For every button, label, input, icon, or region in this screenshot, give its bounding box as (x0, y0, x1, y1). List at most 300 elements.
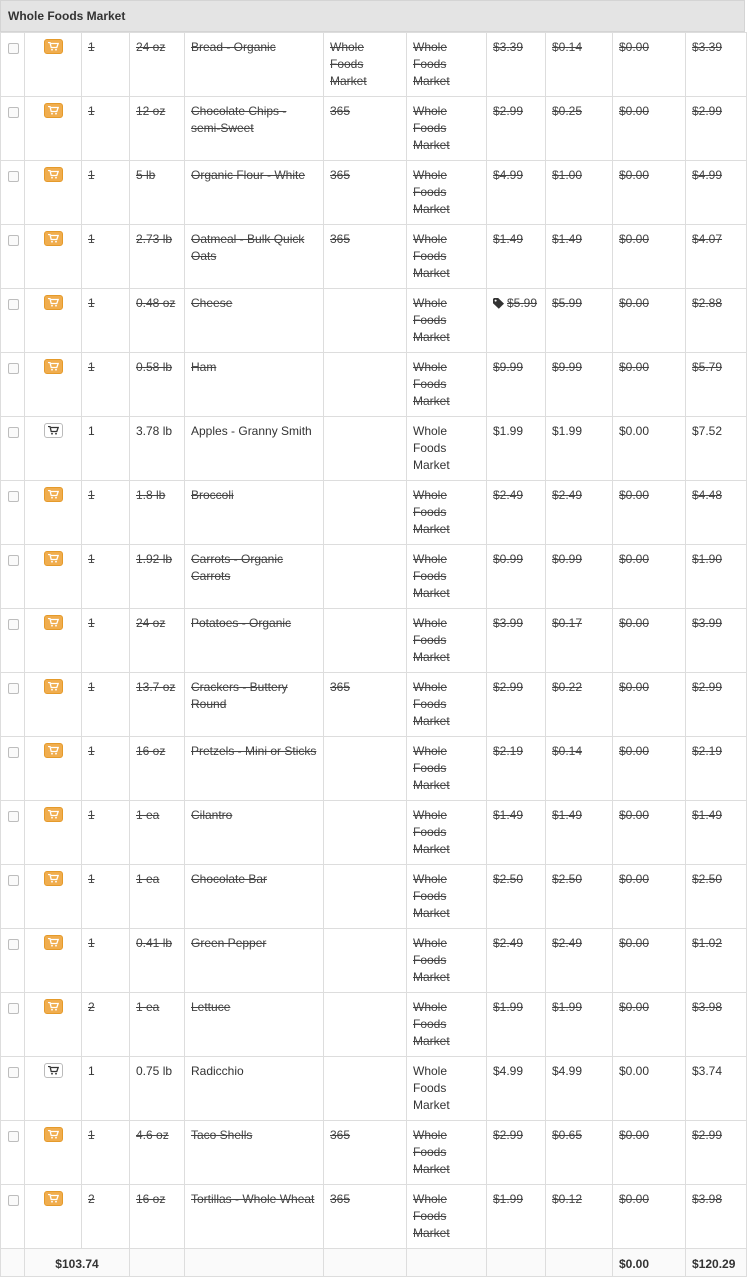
item-checkbox[interactable] (8, 107, 19, 118)
item-price (487, 865, 546, 929)
add-to-cart-button[interactable] (44, 295, 63, 310)
item-store (407, 1185, 487, 1249)
item-total (686, 993, 747, 1057)
item-brand-text: 365 (330, 680, 351, 694)
item-unit-price-text: $1.49 (552, 232, 583, 246)
item-quantity-text: 1 (88, 552, 95, 566)
add-to-cart-button[interactable] (44, 103, 63, 118)
item-brand (324, 1121, 407, 1185)
item-store-text: Whole Foods Market (413, 1000, 450, 1048)
item-checkbox-cell (1, 353, 25, 417)
item-store-text: Whole Foods Market (413, 168, 450, 216)
item-name (185, 1057, 324, 1121)
table-row[interactable] (1, 1121, 747, 1185)
item-store-text: Whole Foods Market (413, 872, 450, 920)
add-to-cart-button[interactable] (44, 487, 63, 502)
item-unit-price-text: $2.49 (552, 936, 583, 950)
item-quantity-text: 1 (88, 104, 95, 118)
add-to-cart-button[interactable] (44, 807, 63, 822)
item-checkbox-cell (1, 1185, 25, 1249)
item-unit-price-text: $2.50 (552, 872, 583, 886)
item-price (487, 801, 546, 865)
item-brand (324, 353, 407, 417)
item-store (407, 929, 487, 993)
item-price (487, 225, 546, 289)
item-name (185, 353, 324, 417)
cart-cell (25, 801, 82, 865)
item-unit-price-text: $2.49 (552, 488, 583, 502)
item-size (130, 993, 185, 1057)
cart-cell (25, 737, 82, 801)
item-brand (324, 1057, 407, 1121)
item-price (487, 929, 546, 993)
item-discount (613, 33, 686, 97)
cart-cell (25, 1121, 82, 1185)
add-to-cart-button[interactable] (44, 551, 63, 566)
item-name-text: Cheese (191, 296, 233, 310)
item-size-text: 24 oz (136, 616, 166, 630)
item-store (407, 33, 487, 97)
item-quantity (82, 289, 130, 353)
item-store-text: Whole Foods Market (413, 424, 450, 472)
item-checkbox[interactable] (8, 1067, 19, 1078)
item-total-text: $3.74 (692, 1064, 723, 1078)
cart-cell (25, 481, 82, 545)
item-brand (324, 289, 407, 353)
table-row[interactable] (1, 1185, 747, 1249)
item-size-text: 1 ea (136, 1000, 160, 1014)
item-discount-text: $0.00 (619, 40, 650, 54)
cart-cell (25, 225, 82, 289)
item-checkbox[interactable] (8, 875, 19, 886)
price-tag-icon (493, 297, 505, 314)
item-total-text: $3.98 (692, 1000, 723, 1014)
item-store-text: Whole Foods Market (413, 744, 450, 792)
item-brand (324, 929, 407, 993)
item-discount (613, 289, 686, 353)
item-size (130, 353, 185, 417)
table-row[interactable] (1, 545, 747, 609)
item-total (686, 1057, 747, 1121)
item-brand (324, 993, 407, 1057)
table-row[interactable] (1, 161, 747, 225)
item-brand (324, 33, 407, 97)
item-checkbox[interactable] (8, 491, 19, 502)
store-name: Whole Foods Market (8, 9, 126, 23)
add-to-cart-button[interactable] (44, 39, 63, 54)
item-discount (613, 417, 686, 481)
item-unit-price-text: $0.17 (552, 616, 583, 630)
item-store-text: Whole Foods Market (413, 1064, 450, 1112)
item-name (185, 929, 324, 993)
table-row[interactable] (1, 737, 747, 801)
cart-cell (25, 97, 82, 161)
item-total-text: $3.99 (692, 616, 723, 630)
item-price-text: $2.50 (493, 872, 524, 886)
item-total-text: $1.90 (692, 552, 723, 566)
item-discount-text: $0.00 (619, 1064, 650, 1078)
cart-total: $103.74 (25, 1249, 130, 1277)
item-name-text: Potatoes - Organic (191, 616, 292, 630)
item-discount-text: $0.00 (619, 168, 650, 182)
table-row[interactable] (1, 865, 747, 929)
item-size-text: 1.8 lb (136, 488, 166, 502)
item-name (185, 865, 324, 929)
item-price (487, 97, 546, 161)
item-name (185, 993, 324, 1057)
table-row[interactable] (1, 417, 747, 481)
item-checkbox[interactable] (8, 811, 19, 822)
item-size (130, 801, 185, 865)
item-store (407, 1057, 487, 1121)
add-to-cart-button[interactable] (44, 231, 63, 246)
item-total-text: $2.19 (692, 744, 723, 758)
add-to-cart-button[interactable] (44, 167, 63, 182)
cart-cell (25, 609, 82, 673)
item-unit-price (546, 417, 613, 481)
item-price-text: $3.99 (493, 616, 524, 630)
item-size-text: 5 lb (136, 168, 156, 182)
item-total-text: $3.39 (692, 40, 723, 54)
item-discount-text: $0.00 (619, 360, 650, 374)
item-name-text: Chocolate Bar (191, 872, 268, 886)
table-row[interactable] (1, 1057, 747, 1121)
item-price (487, 1057, 546, 1121)
item-total (686, 801, 747, 865)
item-unit-price-text: $4.99 (552, 1064, 583, 1078)
item-store (407, 865, 487, 929)
item-unit-price (546, 545, 613, 609)
item-unit-price-text: $0.99 (552, 552, 583, 566)
item-checkbox[interactable] (8, 939, 19, 950)
item-size (130, 1185, 185, 1249)
item-name-text: Chocolate Chips - semi-Sweet (191, 104, 287, 135)
table-row[interactable] (1, 289, 747, 353)
item-unit-price (546, 289, 613, 353)
item-unit-price (546, 353, 613, 417)
item-discount (613, 225, 686, 289)
table-row[interactable] (1, 353, 747, 417)
item-price-text: $2.99 (493, 104, 524, 118)
item-name-text: Broccoli (191, 488, 234, 502)
table-row[interactable] (1, 225, 747, 289)
item-checkbox[interactable] (8, 1131, 19, 1142)
item-quantity-text: 2 (88, 1000, 95, 1014)
item-checkbox[interactable] (8, 555, 19, 566)
item-name (185, 417, 324, 481)
item-brand-text: 365 (330, 1192, 351, 1206)
item-discount-text: $0.00 (619, 488, 650, 502)
item-name-text: Green Pepper (191, 936, 267, 950)
item-discount-text: $0.00 (619, 744, 650, 758)
item-price (487, 1185, 546, 1249)
item-size (130, 609, 185, 673)
item-size-text: 1 ea (136, 872, 160, 886)
item-store (407, 353, 487, 417)
item-size (130, 33, 185, 97)
item-unit-price (546, 33, 613, 97)
item-unit-price (546, 929, 613, 993)
item-size-text: 12 oz (136, 104, 166, 118)
item-checkbox[interactable] (8, 619, 19, 630)
item-name-text: Apples - Granny Smith (191, 424, 312, 438)
item-size-text: 24 oz (136, 40, 166, 54)
item-price (487, 33, 546, 97)
item-brand (324, 545, 407, 609)
item-price-text: $5.99 (507, 296, 538, 310)
item-price-text: $2.49 (493, 936, 524, 950)
item-total-text: $7.52 (692, 424, 723, 438)
item-discount-text: $0.00 (619, 232, 650, 246)
item-total (686, 545, 747, 609)
item-checkbox[interactable] (8, 427, 19, 438)
item-unit-price-text: $0.12 (552, 1192, 583, 1206)
item-total (686, 33, 747, 97)
item-name-text: Organic Flour - White (191, 168, 306, 182)
add-to-cart-button[interactable] (44, 743, 63, 758)
item-unit-price (546, 865, 613, 929)
item-checkbox-cell (1, 929, 25, 993)
item-store (407, 737, 487, 801)
item-quantity-text: 1 (88, 360, 95, 374)
item-name (185, 33, 324, 97)
item-quantity-text: 1 (88, 808, 95, 822)
item-checkbox-cell (1, 865, 25, 929)
cart-cell (25, 1185, 82, 1249)
item-unit-price (546, 161, 613, 225)
item-store (407, 545, 487, 609)
item-total-text: $5.79 (692, 360, 723, 374)
item-brand (324, 225, 407, 289)
item-discount-text: $0.00 (619, 808, 650, 822)
item-quantity (82, 33, 130, 97)
table-row[interactable] (1, 929, 747, 993)
add-to-cart-button[interactable] (44, 871, 63, 886)
item-quantity-text: 2 (88, 1192, 95, 1206)
item-discount-text: $0.00 (619, 296, 650, 310)
item-store-text: Whole Foods Market (413, 936, 450, 984)
item-discount (613, 1057, 686, 1121)
item-price (487, 545, 546, 609)
item-total-text: $4.07 (692, 232, 723, 246)
item-store (407, 289, 487, 353)
item-store-text: Whole Foods Market (413, 104, 450, 152)
item-name-text: Lettuce (191, 1000, 231, 1014)
item-store (407, 1121, 487, 1185)
cart-cell (25, 161, 82, 225)
item-price-text: $3.39 (493, 40, 524, 54)
item-total-text: $1.02 (692, 936, 723, 950)
item-price-text: $4.99 (493, 1064, 524, 1078)
item-size-text: 3.78 lb (136, 424, 173, 438)
item-store-text: Whole Foods Market (413, 296, 450, 344)
item-discount-text: $0.00 (619, 1128, 650, 1142)
item-name-text: Crackers - Buttery Round (191, 680, 288, 711)
item-total-text: $2.99 (692, 104, 723, 118)
item-total (686, 737, 747, 801)
item-unit-price-text: $9.99 (552, 360, 583, 374)
item-brand-text: 365 (330, 1128, 351, 1142)
item-checkbox[interactable] (8, 683, 19, 694)
item-checkbox-cell (1, 481, 25, 545)
item-price-text: $1.49 (493, 232, 524, 246)
item-total-text: $4.48 (692, 488, 723, 502)
item-store-text: Whole Foods Market (413, 552, 450, 600)
item-quantity-text: 1 (88, 424, 95, 438)
add-to-cart-button[interactable] (44, 1063, 63, 1078)
item-checkbox[interactable] (8, 747, 19, 758)
item-price (487, 417, 546, 481)
item-discount (613, 673, 686, 737)
item-total-text: $3.98 (692, 1192, 723, 1206)
table-row[interactable] (1, 609, 747, 673)
cart-cell (25, 1057, 82, 1121)
item-discount (613, 929, 686, 993)
item-name (185, 161, 324, 225)
item-brand (324, 673, 407, 737)
item-price-text: $2.99 (493, 680, 524, 694)
item-discount-text: $0.00 (619, 1000, 650, 1014)
item-total (686, 1185, 747, 1249)
item-quantity (82, 417, 130, 481)
item-checkbox[interactable] (8, 1003, 19, 1014)
add-to-cart-button[interactable] (44, 1127, 63, 1142)
item-store (407, 97, 487, 161)
item-size (130, 289, 185, 353)
item-name (185, 545, 324, 609)
item-size-text: 0.75 lb (136, 1064, 173, 1078)
cart-cell (25, 993, 82, 1057)
totals-row (1, 1249, 747, 1277)
add-to-cart-button[interactable] (44, 1191, 63, 1206)
add-to-cart-button[interactable] (44, 999, 63, 1014)
item-size-text: 0.41 lb (136, 936, 173, 950)
item-size (130, 417, 185, 481)
item-total-text: $1.49 (692, 808, 723, 822)
item-unit-price-text: $1.00 (552, 168, 583, 182)
item-total (686, 161, 747, 225)
item-unit-price-text: $1.99 (552, 424, 583, 438)
item-checkbox[interactable] (8, 363, 19, 374)
table-row[interactable] (1, 481, 747, 545)
item-checkbox[interactable] (8, 299, 19, 310)
item-size (130, 673, 185, 737)
item-checkbox-cell (1, 993, 25, 1057)
item-name (185, 737, 324, 801)
item-price-text: $0.99 (493, 552, 524, 566)
item-checkbox[interactable] (8, 235, 19, 246)
table-row[interactable] (1, 673, 747, 737)
item-checkbox-cell (1, 417, 25, 481)
item-total (686, 289, 747, 353)
item-price (487, 673, 546, 737)
table-row[interactable] (1, 801, 747, 865)
item-unit-price-text: $1.49 (552, 808, 583, 822)
item-name (185, 609, 324, 673)
item-size (130, 1121, 185, 1185)
item-quantity (82, 801, 130, 865)
item-name (185, 97, 324, 161)
item-store (407, 481, 487, 545)
item-quantity-text: 1 (88, 488, 95, 502)
item-price (487, 1121, 546, 1185)
cart-cell (25, 865, 82, 929)
item-discount-text: $0.00 (619, 104, 650, 118)
item-checkbox[interactable] (8, 1195, 19, 1206)
item-price-text: $1.49 (493, 808, 524, 822)
item-discount (613, 1185, 686, 1249)
item-size-text: 4.6 oz (136, 1128, 169, 1142)
item-checkbox[interactable] (8, 43, 19, 54)
item-brand (324, 1185, 407, 1249)
item-discount (613, 353, 686, 417)
grand-total: $120.29 (686, 1249, 747, 1277)
item-quantity (82, 161, 130, 225)
item-discount (613, 1121, 686, 1185)
item-size (130, 737, 185, 801)
item-unit-price (546, 1185, 613, 1249)
item-checkbox-cell (1, 545, 25, 609)
item-store (407, 417, 487, 481)
add-to-cart-button[interactable] (44, 359, 63, 374)
item-checkbox[interactable] (8, 171, 19, 182)
item-quantity-text: 1 (88, 616, 95, 630)
item-size (130, 545, 185, 609)
item-store (407, 801, 487, 865)
table-row[interactable] (1, 97, 747, 161)
cart-cell (25, 417, 82, 481)
add-to-cart-button[interactable] (44, 935, 63, 950)
item-size-text: 1.92 lb (136, 552, 173, 566)
discount-total: $0.00 (613, 1249, 686, 1277)
item-discount (613, 545, 686, 609)
item-price-text: $1.99 (493, 424, 524, 438)
item-name (185, 1121, 324, 1185)
item-store-text: Whole Foods Market (413, 616, 450, 664)
item-discount (613, 97, 686, 161)
item-brand (324, 737, 407, 801)
item-store-text: Whole Foods Market (413, 40, 450, 88)
item-brand (324, 97, 407, 161)
item-size-text: 16 oz (136, 744, 166, 758)
item-quantity-text: 1 (88, 744, 95, 758)
item-name-text: Ham (191, 360, 217, 374)
item-quantity (82, 609, 130, 673)
item-name-text: Bread - Organic (191, 40, 276, 54)
item-name-text: Radicchio (191, 1064, 244, 1078)
item-name-text: Carrots - Organic Carrots (191, 552, 284, 583)
item-brand (324, 609, 407, 673)
item-discount (613, 737, 686, 801)
item-size (130, 225, 185, 289)
item-unit-price (546, 993, 613, 1057)
item-brand (324, 865, 407, 929)
item-unit-price-text: $5.99 (552, 296, 583, 310)
item-brand (324, 417, 407, 481)
item-unit-price (546, 225, 613, 289)
add-to-cart-button[interactable] (44, 679, 63, 694)
item-price-text: $2.19 (493, 744, 524, 758)
item-checkbox-cell (1, 33, 25, 97)
table-row[interactable] (1, 33, 747, 97)
item-discount (613, 801, 686, 865)
add-to-cart-button[interactable] (44, 423, 63, 438)
item-price-text: $2.49 (493, 488, 524, 502)
item-size-text: 2.73 lb (136, 232, 173, 246)
item-brand (324, 161, 407, 225)
add-to-cart-button[interactable] (44, 615, 63, 630)
table-row[interactable] (1, 993, 747, 1057)
